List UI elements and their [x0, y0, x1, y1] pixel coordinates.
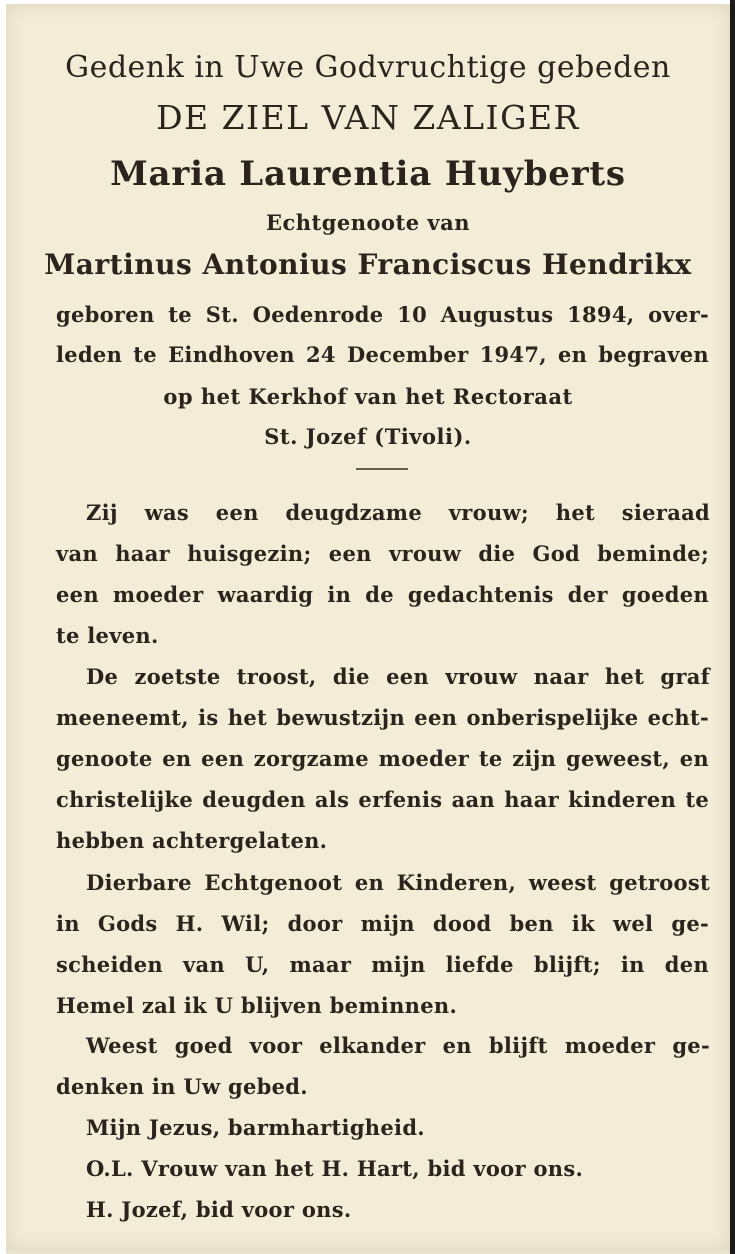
- paragraph-line: hebben achtergelaten.: [56, 828, 328, 853]
- paragraph-line: te leven.: [56, 623, 159, 648]
- paragraph-line: Dierbare Echtgenoot en Kinderen, weest getroost: [86, 870, 710, 895]
- deceased-name: Maria Laurentia Huyberts: [110, 154, 626, 194]
- prayer-line: O.L. Vrouw van het H. Hart, bid voor ons.: [86, 1156, 584, 1181]
- spouse-label: Echtgenoote van: [265, 210, 471, 235]
- soul-heading: DE ZIEL VAN ZALIGER: [156, 98, 580, 137]
- section-divider: [356, 468, 408, 470]
- paragraph-line: denken in Uw gebed.: [56, 1074, 308, 1099]
- paragraph-line: Weest goed voor elkander en blijft moeder ge-: [86, 1033, 710, 1058]
- prayer-line: H. Jozef, bid voor ons.: [86, 1197, 352, 1222]
- paragraph-line: De zoetste troost, die een vrouw naar het graf: [86, 664, 710, 689]
- scan-border-right: [730, 0, 735, 1254]
- paragraph-line: christelijke deugden als erfenis aan haar kinderen te: [56, 787, 709, 812]
- paragraph-line: meeneemt, is het bewustzijn een onberispelijke echt-: [56, 705, 709, 730]
- paragraph-line: Zij was een deugdzame vrouw; het sieraad: [86, 500, 710, 525]
- spouse-name: Martinus Antonius Franciscus Hendrikx: [44, 248, 692, 281]
- paragraph-line: van haar huisgezin; een vrouw die God beminde;: [56, 541, 709, 566]
- prayer-line: Mijn Jezus, barmhartigheid.: [86, 1115, 425, 1140]
- paragraph-line: Hemel zal ik U blijven beminnen.: [56, 993, 458, 1018]
- paragraph-line: scheiden van U, maar mijn liefde blijft; in den: [56, 952, 709, 977]
- prayer-request-heading: Gedenk in Uwe Godvruchtige gebeden: [65, 50, 671, 85]
- biography-line: leden te Eindhoven 24 December 1947, en begraven: [56, 342, 709, 367]
- paragraph-line: een moeder waardig in de gedachtenis der goeden: [56, 582, 709, 607]
- memorial-card: [6, 4, 730, 1250]
- paragraph-line: genoote en een zorgzame moeder te zijn geweest, en: [56, 746, 709, 771]
- biography-line: St. Jozef (Tivoli).: [264, 424, 472, 449]
- biography-line: geboren te St. Oedenrode 10 Augustus 1894, over-: [56, 302, 709, 327]
- biography-line: op het Kerkhof van het Rectoraat: [163, 384, 573, 409]
- paragraph-line: in Gods H. Wil; door mijn dood ben ik wel ge-: [56, 911, 709, 936]
